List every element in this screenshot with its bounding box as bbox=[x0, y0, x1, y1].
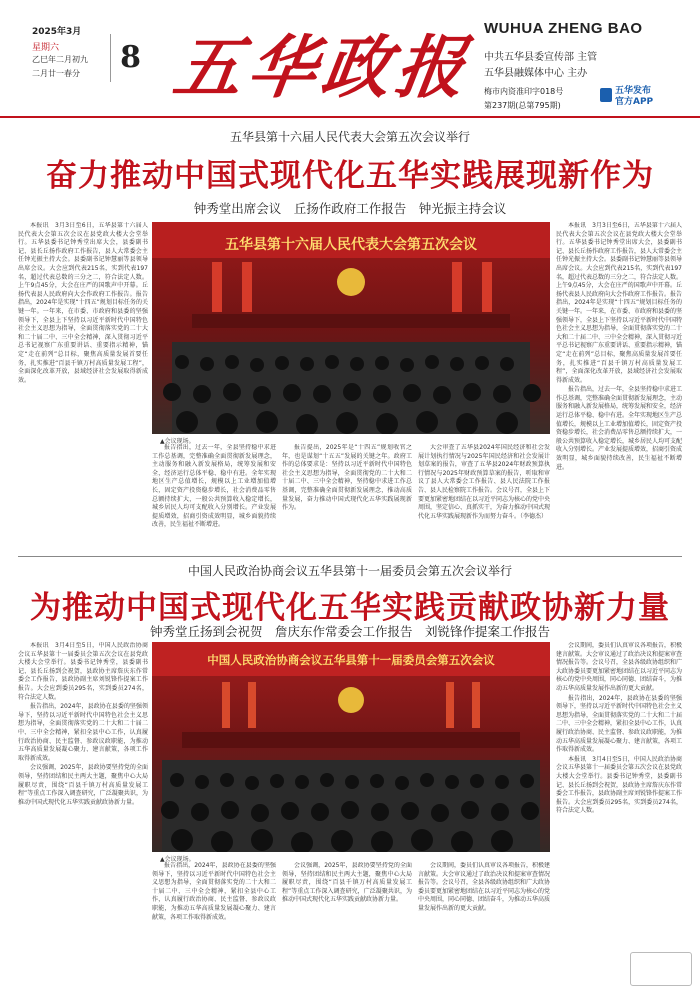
article2-photo-banner: 中国人民政治协商会议五华县第十一届委员会第五次会议 bbox=[207, 653, 495, 667]
registration-number: 梅市内资准印字018号 bbox=[484, 87, 564, 96]
issue-date: 2025年3月 bbox=[32, 27, 82, 37]
article1-column-right bbox=[556, 222, 682, 550]
article1-text-mid-far: 大会审查了五华县2024年国民经济和社会发展计划执行情况与2025年国民经济和社会发展计划草案的报告，审查了五华县2024年财政预算执行情况与2025年财政预算草案的报告，听取和审议了县人大常委会工作报告、县人民法院工作报告、县人民检察院工作报告。会议号召，全县上下要更加紧密地团结在以习近平同志为核心的党中央周围，坚定信心、真抓实干，为奋力推动中国式现代化五华实践展现新作为而努力奋斗。（李德杰） bbox=[418, 444, 550, 520]
cppcc-hall-photo bbox=[152, 642, 550, 852]
article1-photo-banner: 五华县第十六届人民代表大会第五次会议 bbox=[225, 237, 477, 253]
article1-kicker: 五华县第十六届人民代表大会第五次会议举行 bbox=[229, 130, 470, 144]
sponsor-line-1: 中共五华县委宣传部 主管 bbox=[484, 52, 598, 63]
app-icon bbox=[600, 88, 612, 102]
article2-text-left-c: 会议强调，2025年，县政协要坚持党的全面领导，坚持团结和民主两大主题，聚焦中心大局履职尽责，围绕“百县千镇万村高质量发展工程”等重点工作深入调查研究，广泛凝聚共识，为推动中国式现代化五华实践贡献政协新力量。 bbox=[18, 764, 148, 806]
article2-headline: 为推动中国式现代化五华实践贡献政协新力量 bbox=[30, 590, 670, 626]
app-line-1: 五华发布 bbox=[615, 86, 652, 96]
article2-text-right-a: 会议期间，委员们认真审议各项报告，积极建言献策。大会审议通过了政治决议和提案审查情况报告等。会议号召，全县各级政协组织和广大政协委员要更加紧密地团结在以习近平同志为核心的党中央周围，同心同德、团结奋斗，为推动五华高质量发展作出新的更大贡献。 bbox=[556, 642, 682, 692]
article-separator bbox=[18, 556, 682, 557]
article2-column-mid-left bbox=[152, 862, 276, 984]
article2-text-mid-left: 报告指出，2024年，县政协在县委的坚强领导下，坚持以习近平新时代中国特色社会主义思想为指导，全面贯彻落实党的二十大和二十届二中、三中全会精神，紧扣全县中心工作，认真履行政治协商、民主监督、参政议政职能，为推动五华高质量发展凝心聚力、建言献策，各项工作取得新成效。 bbox=[152, 862, 276, 921]
article1-photo bbox=[152, 222, 550, 434]
article1-subhead: 钟秀堂出席会议 丘扬作政府工作报告 钟光振主持会议 bbox=[193, 201, 507, 216]
article1-headline: 奋力推动中国式现代化五华实践展现新作为 bbox=[46, 158, 654, 194]
article1-photo-caption: ▲会议现场。 bbox=[160, 438, 195, 445]
lunar-date: 乙巳年二月初九 bbox=[32, 55, 88, 64]
paper-pinyin: WUHUA ZHENG BAO bbox=[484, 20, 643, 37]
sponsor-line-2: 五华县融媒体中心 主办 bbox=[484, 68, 588, 79]
article2-column-mid-far bbox=[418, 862, 550, 984]
watermark-logo bbox=[630, 952, 692, 986]
article2-column-left bbox=[18, 642, 148, 984]
article2-column-mid-right bbox=[282, 862, 412, 984]
article1-text-mid-left: 报告指出，过去一年，全县坚持稳中求进工作总基调，完整准确全面贯彻新发展理念，主动服务和融入新发展格局，统筹发展和安全，经济运行总体平稳、稳中有进。全年实现地区生产总值增长，规模以上工业增加值增长，固定资产投资稳步增长，社会消费品零售总额持续扩大，一般公共预算收入稳定增长，城乡居民人均可支配收入分别增长。产业发展提质增效，招商引资成效明显，城乡面貌持续改善，民生福祉不断增进。 bbox=[152, 444, 276, 529]
article2-photo bbox=[152, 642, 550, 852]
article2-column-right bbox=[556, 642, 682, 984]
article1-text-mid-right: 报告提出，2025年是“十四五”规划收官之年，也是谋划“十五五”发展的关键之年。政府工作的总体要求是：坚持以习近平新时代中国特色社会主义思想为指导，全面贯彻党的二十大和二十届二中、三中全会精神，坚持稳中求进工作总基调，完整准确全面贯彻新发展理念，推动高质量发展，奋力推动中国式现代化五华实践展现新作为。 bbox=[282, 444, 412, 512]
article2-text-right-c: 本报讯 3月4日至5日，中国人民政治协商会议五华县第十一届委员会第五次会议在县党政大楼大会堂举行。县委书记钟秀堂，县委副书记、县长丘扬到会祝贺，县政协主席詹庆东作常委会工作报告，县政协副主席刘锐锋作提案工作报告。大会应到委员295名，实到委员274名，符合法定人数。 bbox=[556, 755, 682, 815]
solar-term: 二月廿一春分 bbox=[32, 69, 80, 78]
issue-number: 第237期(总第795期) bbox=[484, 101, 561, 110]
article1-text-left: 本报讯 3月3日至6日，五华县第十六届人民代表大会第五次会议在县党政大楼大会堂举行。五华县委书记钟秀堂出席大会，县委副书记、县长丘扬作政府工作报告，县人大常委会主任钟光振主持大会。县委副书记钟慧丽等县领导出席会议。大会应到代表215名，实到代表197名，超过代表总数的三分之二，符合法定人数。上午9点45分，大会在庄严的国歌声中开幕。丘扬代表县人民政府向大会作政府工作报告。报告指出，2024年是实现“十四五”规划目标任务的关键一年。一年来，在市委、市政府和县委的坚强领导下，全县上下坚持以习近平新时代中国特色社会主义思想为指导，全面贯彻落实党的二十大和二十届二中、三中全会精神，深入贯彻习近平总书记视察广东重要讲话、重要指示精神，锚定“走在前列”总目标，聚焦高质量发展首要任务，扎实推进“百县千镇万村高质量发展工程”，全面深化改革开放，县域经济社会发展取得新成效。 bbox=[18, 222, 148, 384]
article1-text-right-b: 报告指出，过去一年，全县坚持稳中求进工作总基调，完整准确全面贯彻新发展理念，主动服务和融入新发展格局，统筹发展和安全，经济运行总体平稳、稳中有进。全年实现地区生产总值增长，规模以上工业增加值增长，固定资产投资稳步增长，社会消费品零售总额持续扩大，一般公共预算收入稳定增长，城乡居民人均可支配收入分别增长。产业发展提质增效，招商引资成效明显，城乡面貌持续改善，民生福祉不断增进。 bbox=[556, 386, 682, 471]
app-label bbox=[615, 86, 653, 108]
article1-column-mid-right bbox=[282, 444, 412, 550]
article1-text-right-a: 本报讯 3月3日至6日，五华县第十六届人民代表大会第五次会议在县党政大楼大会堂举行。五华县委书记钟秀堂出席大会，县委副书记、县长丘扬作政府工作报告，县人大常委会主任钟光振主持大会。县委副书记钟慧丽等县领导出席会议。大会应到代表215名，实到代表197名，超过代表总数的三分之二，符合法定人数。上午9点45分，大会在庄严的国歌声中开幕。丘扬代表县人民政府向大会作政府工作报告。报告指出，2024年是实现“十四五”规划目标任务的关键一年。一年来，在市委、市政府和县委的坚强领导下，全县上下坚持以习近平新时代中国特色社会主义思想为指导，全面贯彻落实党的二十大和二十届二中、三中全会精神，深入贯彻习近平总书记视察广东重要讲话、重要指示精神，锚定“走在前列”总目标，聚焦高质量发展首要任务，扎实推进“百县千镇万村高质量发展工程”，全面深化改革开放，县域经济社会发展取得新成效。 bbox=[556, 222, 682, 384]
article1-column-mid-far bbox=[418, 444, 550, 550]
article2-text-mid-right: 会议强调，2025年，县政协要坚持党的全面领导，坚持团结和民主两大主题，聚焦中心大局履职尽责，围绕“百县千镇万村高质量发展工程”等重点工作深入调查研究，广泛凝聚共识，为推动中国式现代化五华实践贡献政协新力量。 bbox=[282, 862, 412, 904]
article2-kicker: 中国人民政治协商会议五华县第十一届委员会第五次会议举行 bbox=[187, 564, 512, 578]
article2-text-right-b: 报告指出，2024年，县政协在县委的坚强领导下，坚持以习近平新时代中国特色社会主义思想为指导，全面贯彻落实党的二十大和二十届二中、三中全会精神，紧扣全县中心工作，认真履行政治协商、民主监督、参政议政职能，为推动五华高质量发展凝心聚力、建言献策，各项工作取得新成效。 bbox=[556, 694, 682, 754]
article1-column-left bbox=[18, 222, 148, 550]
app-line-2: 官方APP bbox=[615, 97, 654, 107]
paper-title: 五华政报 bbox=[168, 28, 476, 108]
article2-text-left-b: 报告指出，2024年，县政协在县委的坚强领导下，坚持以习近平新时代中国特色社会主义思想为指导，全面贯彻落实党的二十大和二十届二中、三中全会精神，紧扣全县中心工作，认真履行政治协商、民主监督、参政议政职能，为推动五华高质量发展凝心聚力、建言献策，各项工作取得新成效。 bbox=[18, 703, 148, 762]
article2-subhead: 钟秀堂丘扬到会祝贺 詹庆东作常委会工作报告 刘锐锋作提案工作报告 bbox=[149, 624, 550, 639]
date-box bbox=[18, 20, 158, 98]
article2-text-mid-far: 会议期间，委员们认真审议各项报告，积极建言献策。大会审议通过了政治决议和提案审查情况报告等。会议号召，全县各级政协组织和广大政协委员要更加紧密地团结在以习近平同志为核心的党中央周围，同心同德、团结奋斗，为推动五华高质量发展作出新的更大贡献。 bbox=[418, 862, 550, 912]
masthead bbox=[0, 0, 700, 118]
article1-column-mid-left bbox=[152, 444, 276, 550]
page-number: 8 bbox=[110, 34, 150, 82]
article2-text-left-a: 本报讯 3月4日至5日，中国人民政治协商会议五华县第十一届委员会第五次会议在县党政大楼大会堂举行。县委书记钟秀堂，县委副书记、县长丘扬到会祝贺，县政协主席詹庆东作常委会工作报告，县政协副主席刘锐锋作提案工作报告。大会应到委员295名，实到委员274名，符合法定人数。 bbox=[18, 642, 148, 701]
article2-photo-caption: ▲会议现场。 bbox=[160, 856, 195, 863]
weekday: 星期六 bbox=[32, 43, 60, 53]
